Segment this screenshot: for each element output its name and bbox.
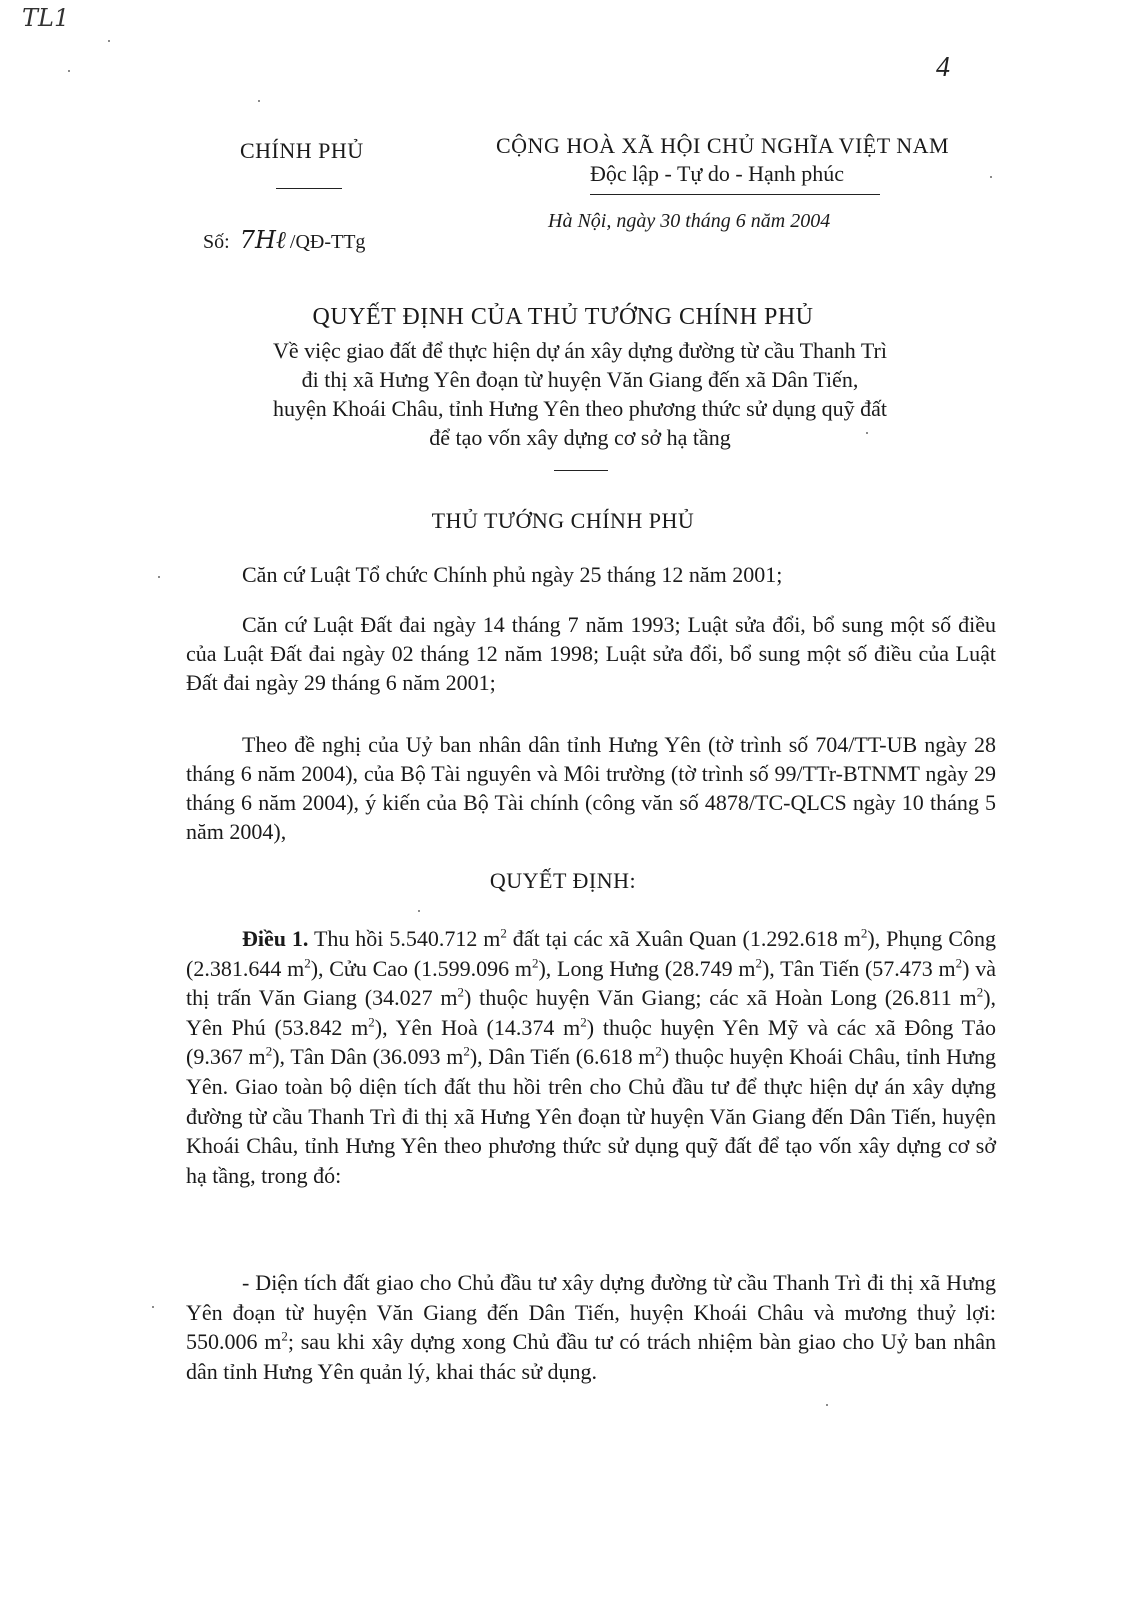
- subject-line: để tạo vốn xây dựng cơ sở hạ tầng: [429, 425, 731, 450]
- national-motto: Độc lập - Tự do - Hạnh phúc: [590, 161, 845, 186]
- number-prefix: Số:: [203, 231, 230, 253]
- scan-speck: [258, 100, 260, 102]
- article-label: Điều 1.: [242, 926, 309, 951]
- document-number: [203, 226, 365, 255]
- subject-line: Về việc giao đất để thực hiện dự án xây dựng đường từ cầu Thanh Trì: [272, 338, 887, 363]
- issuing-authority: THỦ TƯỚNG CHÍNH PHỦ: [431, 508, 695, 533]
- scan-speck: [418, 910, 420, 912]
- scan-speck: [990, 176, 992, 178]
- subject-line: đi thị xã Hưng Yên đoạn từ huyện Văn Giang đến xã Dân Tiến,: [301, 367, 859, 392]
- handwritten-corner-mark: TL1: [22, 4, 70, 32]
- preamble-paragraph: Căn cứ Luật Đất đai ngày 14 tháng 7 năm 1993; Luật sửa đổi, bổ sung một số điều của Luật Đất đai ngày 02 tháng 12 năm 1998; Luật sửa đổi, bổ sung một số điều của Luật Đất đai ngày 29 tháng 6 năm 2001;: [186, 612, 996, 695]
- issuing-agency: CHÍNH PHỦ: [240, 138, 364, 163]
- article-1-paragraph: Điều 1. Thu hồi 5.540.712 $m^2$ đất tại các xã Xuân Quan (1.292.618 $m^2$), Phụng Công (2.381.644 $m^2$), Cửu Cao (1.599.096 $m^2$), Long Hưng (28.749 $m^2$), Tân Tiến (57.473 $m^2$) và thị trấn Văn Giang (34.027 $m^2$) thuộc huyện Văn Giang; các xã Hoàn Long (26.811 $m^2$), Yên Phú (53.842 $m^2$), Yên Hoà (14.374 $m^2$) thuộc huyện Yên Mỹ và các xã Đông Tảo (9.367 $m^2$), Tân Dân (36.093 $m^2$), Dân Tiến (6.618 $m^2$) thuộc huyện Khoái Châu, tỉnh Hưng Yên. Giao toàn bộ diện tích đất thu hồi trên cho Chủ đầu tư để thực hiện dự án xây dựng đường từ cầu Thanh Trì đi thị xã Hưng Yên đoạn từ huyện Văn Giang đến Dân Tiến, huyện Khoái Châu, tỉnh Hưng Yên theo phương thức sử dụng quỹ đất để tạo vốn xây dựng cơ sở hạ tầng, trong đó:: [186, 925, 997, 1188]
- scan-speck: [866, 432, 868, 434]
- decision-heading: QUYẾT ĐỊNH:: [489, 868, 637, 893]
- dateline: Hà Nội, ngày 30 tháng 6 năm 2004: [548, 210, 831, 232]
- document-title: QUYẾT ĐỊNH CỦA THỦ TƯỚNG CHÍNH PHỦ: [312, 304, 814, 330]
- scan-speck: [152, 1306, 154, 1308]
- document-subject: [200, 336, 960, 452]
- allocation-bullet: - Diện tích đất giao cho Chủ đầu tư xây dựng đường từ cầu Thanh Trì đi thị xã Hưng Yên đoạn từ huyện Văn Giang đến Dân Tiến, huyện Khoái Châu và mương thuỷ lợi: 550.006 $m^2$; sau khi xây dựng xong Chủ đầu tư có trách nhiệm bàn giao cho Uỷ ban nhân dân tỉnh Hưng Yên quản lý, khai thác sử dụng.: [186, 1270, 996, 1384]
- number-suffix: /QĐ-TTg: [289, 231, 366, 253]
- scan-speck: [68, 70, 70, 72]
- handwritten-number: 7Hℓ: [239, 226, 286, 254]
- subject-line: huyện Khoái Châu, tỉnh Hưng Yên theo phương thức sử dụng quỹ đất: [273, 396, 887, 421]
- agency-underline-divider: [276, 188, 342, 189]
- page-number: 4: [936, 52, 950, 83]
- scan-speck: [108, 40, 110, 42]
- preamble-paragraph: Căn cứ Luật Tổ chức Chính phủ ngày 25 tháng 12 năm 2001;: [242, 562, 783, 587]
- national-title: CỘNG HOÀ XÃ HỘI CHỦ NGHĨA VIỆT NAM: [496, 133, 950, 158]
- title-divider: [554, 470, 608, 471]
- preamble-paragraph: Theo đề nghị của Uỷ ban nhân dân tỉnh Hưng Yên (tờ trình số 704/TT-UB ngày 28 tháng 6 năm 2004), của Bộ Tài nguyên và Môi trường (tờ trình số 99/TTr-BTNMT ngày 29 tháng 6 năm 2004), ý kiến của Bộ Tài chính (công văn số 4878/TC-QLCS ngày 10 tháng 5 năm 2004),: [186, 732, 996, 844]
- scan-speck: [826, 1404, 828, 1406]
- scan-speck: [158, 576, 160, 578]
- motto-underline-divider: [590, 194, 880, 195]
